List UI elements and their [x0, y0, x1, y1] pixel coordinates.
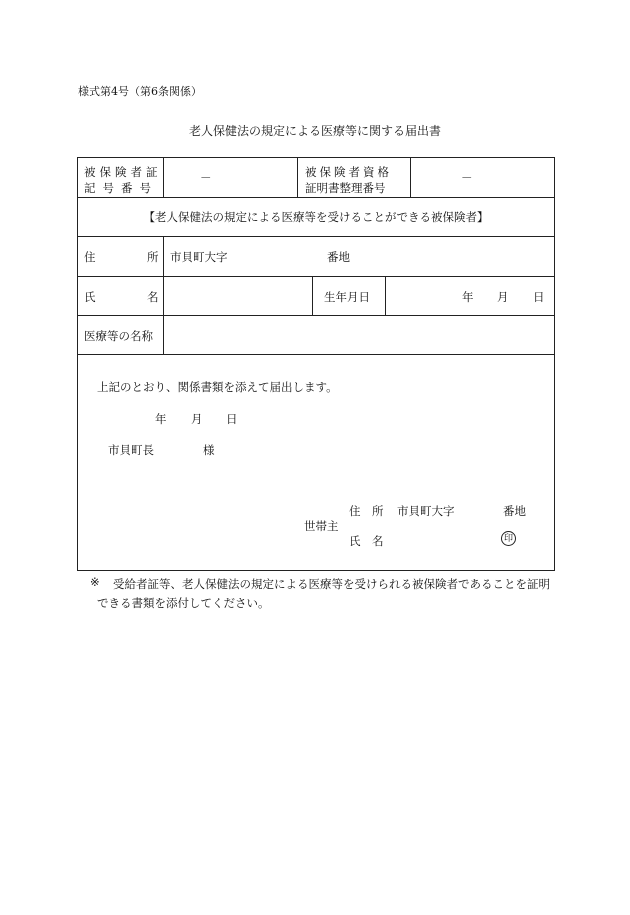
column-divider — [312, 276, 313, 315]
row-divider — [77, 197, 555, 198]
name-label-right: 名 — [147, 290, 159, 304]
declaration-day: 日 — [226, 412, 238, 426]
head-of-household-label: 世帯主 — [304, 519, 339, 533]
applicant-address-label-1: 住 — [349, 504, 361, 518]
declaration-statement: 上記のとおり、関係書類を添えて届出します。 — [97, 380, 338, 394]
insured-cert-label-2: 記号番号 — [84, 181, 158, 195]
note-mark: ※ — [90, 575, 100, 589]
honorific: 様 — [203, 443, 215, 457]
qualification-label: 被保険者資格 — [305, 165, 392, 179]
row-divider — [77, 354, 555, 355]
note-text: 受給者証等、老人保健法の規定による医療等を受けられる被保険者であることを証明できる書類を添付してください。 — [97, 577, 550, 610]
column-divider — [385, 276, 386, 315]
seal-icon: 印 — [501, 531, 516, 546]
birth-month-label: 月 — [497, 290, 509, 304]
addressee: 市貝町長 — [108, 443, 154, 457]
applicant-address-label-2: 所 — [372, 504, 384, 518]
form-number: 様式第4号（第6条関係） — [78, 85, 202, 98]
declaration-month: 月 — [191, 412, 203, 426]
applicant-name-label-1: 氏 — [349, 534, 361, 548]
qualification-label-2: 証明書整理番号 — [305, 181, 386, 195]
qualification-value[interactable]: － — [461, 171, 473, 185]
address-label-right: 所 — [147, 250, 159, 264]
declaration-year: 年 — [155, 412, 167, 426]
address-label-left: 住 — [84, 250, 96, 264]
row-divider — [77, 315, 555, 316]
name-label-left: 氏 — [84, 290, 96, 304]
section-heading: 【老人保健法の規定による医療等を受けることができる被保険者】 — [143, 210, 489, 224]
birth-year-label: 年 — [462, 290, 474, 304]
column-divider — [297, 157, 298, 197]
medical-name-label: 医療等の名称 — [84, 329, 153, 343]
address-prefix[interactable]: 市貝町大字 — [170, 250, 228, 264]
column-divider — [410, 157, 411, 197]
column-divider — [163, 236, 164, 354]
row-divider — [77, 276, 555, 277]
applicant-name-label-2: 名 — [372, 534, 384, 548]
address-suffix: 番地 — [327, 250, 350, 264]
birth-day-label: 日 — [533, 290, 545, 304]
insured-cert-value[interactable]: － — [200, 171, 212, 185]
applicant-address-suffix: 番地 — [503, 504, 526, 518]
birthdate-label: 生年月日 — [324, 290, 370, 304]
row-divider — [77, 236, 555, 237]
document-title: 老人保健法の規定による医療等に関する届出書 — [188, 124, 441, 138]
applicant-address-prefix[interactable]: 市貝町大字 — [397, 504, 455, 518]
column-divider — [163, 157, 164, 197]
insured-cert-label: 被保険者証 — [84, 165, 162, 179]
